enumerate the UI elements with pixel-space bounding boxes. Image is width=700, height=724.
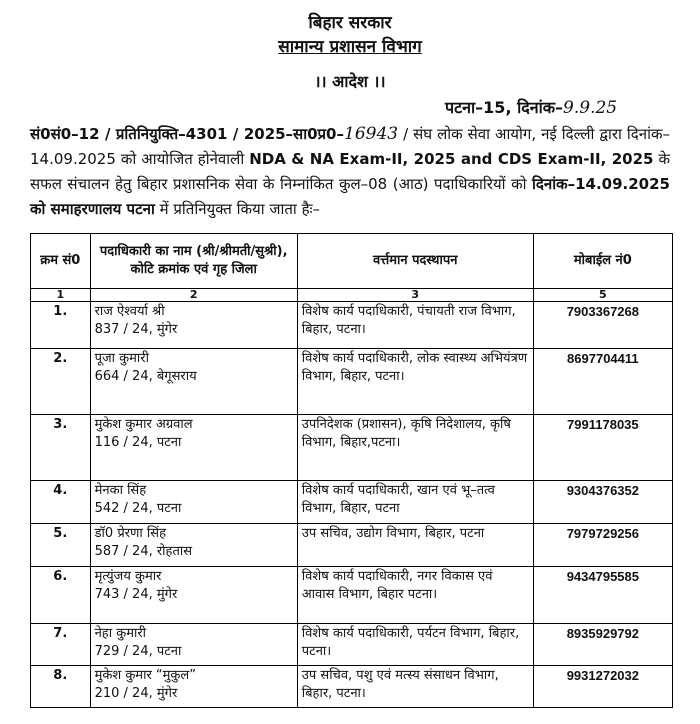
body-part-3: में प्रतिनियुक्त किया जाता हैः– [154, 200, 321, 218]
officer-name: डॉ0 प्रेरणा सिंह [94, 526, 166, 541]
mobile-number: 8697704411 [533, 349, 672, 415]
exam-name: NDA & NA Exam-II, 2025 and CDS Exam-II, 2025 [249, 150, 654, 168]
mobile-number: 7903367268 [533, 302, 672, 349]
mobile-number: 9434795585 [533, 567, 672, 624]
officer-name: राज ऐश्वर्या श्री [94, 304, 165, 319]
reference-prefix: सं0सं0–12 / प्रतिनियुक्ति–4301 / 2025–सा0प्र0– [30, 125, 344, 143]
mobile-number: 9931272032 [533, 666, 672, 708]
body-part-1: / संघ लोक सेवा आयोग, नई दिल्ली द्वारा दिनांक–14.09.2025 को आयोजित होनेवाली [30, 125, 670, 168]
row-sn: 2. [31, 349, 91, 415]
officer-name: नेहा कुमारी [94, 626, 147, 641]
posting-cell: उप सचिव, पशु एवं मत्स्य संसाधन विभाग, बिहार, पटना। [297, 666, 533, 708]
row-sn: 5. [31, 524, 91, 567]
officer-name: मुकेश कुमार अग्रवाल [94, 417, 193, 432]
posting-cell: उप सचिव, उद्योग विभाग, बिहार, पटना [297, 524, 533, 567]
department-title: सामान्य प्रशासन विभाग [278, 37, 422, 57]
posting-cell: विशेष कार्य पदाधिकारी, लोक स्वास्थ्य अभियंत्रण विभाग, बिहार, पटना। [297, 349, 533, 415]
table-row [31, 524, 673, 567]
header-sn: क्रम सं0 [31, 234, 91, 289]
handwritten-date: 9.9.25 [563, 98, 618, 118]
table-row [31, 302, 673, 349]
officer-detail: 542 / 24, पटना [94, 501, 182, 516]
officer-cell [90, 415, 297, 481]
order-title: ।। आदेश ।। [314, 72, 386, 91]
header-posting: वर्त्तमान पदस्थापन [297, 234, 533, 289]
officer-detail: 729 / 24, पटना [94, 644, 182, 659]
table-row [31, 567, 673, 624]
table-row [31, 481, 673, 524]
table-row [31, 349, 673, 415]
row-sn: 1. [31, 302, 91, 349]
place-label: पटना–15, दिनांक– [445, 98, 564, 117]
officer-cell [90, 302, 297, 349]
mobile-number: 8935929792 [533, 624, 672, 666]
order-body [30, 122, 670, 222]
reference-number: 16943 [344, 124, 399, 144]
col-number: 1 [31, 289, 91, 302]
mobile-number: 7979729256 [533, 524, 672, 567]
header-mobile: मोबाईल नं0 [533, 234, 672, 289]
posting-cell: विशेष कार्य पदाधिकारी, खान एवं भू–तत्व विभाग, बिहार, पटना [297, 481, 533, 524]
officer-cell [90, 666, 297, 708]
officer-name: पूजा कुमारी [94, 351, 149, 366]
header-name: पदाधिकारी का नाम (श्री/श्रीमती/सुश्री), कोटि क्रमांक एवं गृह जिला [90, 234, 297, 289]
officer-cell [90, 567, 297, 624]
body-part-2: के सफल संचालन हेतु बिहार प्रशासनिक सेवा के निम्नांकित कुल–08 (आठ) पदाधिकारियों को [30, 150, 671, 193]
row-sn: 6. [31, 567, 91, 624]
officer-detail: 210 / 24, मुंगेर [94, 686, 178, 701]
col-number: 5 [533, 289, 672, 302]
row-sn: 4. [31, 481, 91, 524]
officer-name: मेनका सिंह [94, 483, 147, 498]
posting-cell: उपनिदेशक (प्रशासन), कृषि निदेशालय, कृषि विभाग, बिहार,पटना। [297, 415, 533, 481]
mobile-number: 7991178035 [533, 415, 672, 481]
officers-table [30, 233, 673, 708]
col-number: 3 [297, 289, 533, 302]
officer-name: मुकेश कुमार “मुकुल” [94, 668, 196, 683]
row-sn: 7. [31, 624, 91, 666]
officer-cell [90, 481, 297, 524]
officer-cell [90, 624, 297, 666]
table-row [31, 666, 673, 708]
date-phrase: दिनांक–14.09.2025 को समाहरणालय पटना [30, 175, 670, 218]
posting-cell: विशेष कार्य पदाधिकारी, पर्यटन विभाग, बिहार, पटना। [297, 624, 533, 666]
officer-cell [90, 349, 297, 415]
government-title: बिहार सरकार [308, 13, 392, 33]
officer-detail: 743 / 24, मुंगेर [94, 587, 178, 602]
place-date [445, 96, 617, 118]
officer-detail: 116 / 24, पटना [94, 435, 182, 450]
col-number: 2 [90, 289, 297, 302]
table-row [31, 415, 673, 481]
row-sn: 3. [31, 415, 91, 481]
row-sn: 8. [31, 666, 91, 708]
officer-cell [90, 524, 297, 567]
posting-cell: विशेष कार्य पदाधिकारी, पंचायती राज विभाग, बिहार, पटना। [297, 302, 533, 349]
table-row [31, 624, 673, 666]
officer-detail: 837 / 24, मुंगेर [94, 322, 178, 337]
officer-detail: 664 / 24, बेगूसराय [94, 369, 197, 384]
posting-cell: विशेष कार्य पदाधिकारी, नगर विकास एवं आवास विभाग, बिहार पटना। [297, 567, 533, 624]
officer-name: मृत्युंजय कुमार [94, 569, 162, 584]
officer-detail: 587 / 24, रोहतास [94, 544, 193, 559]
mobile-number: 9304376352 [533, 481, 672, 524]
